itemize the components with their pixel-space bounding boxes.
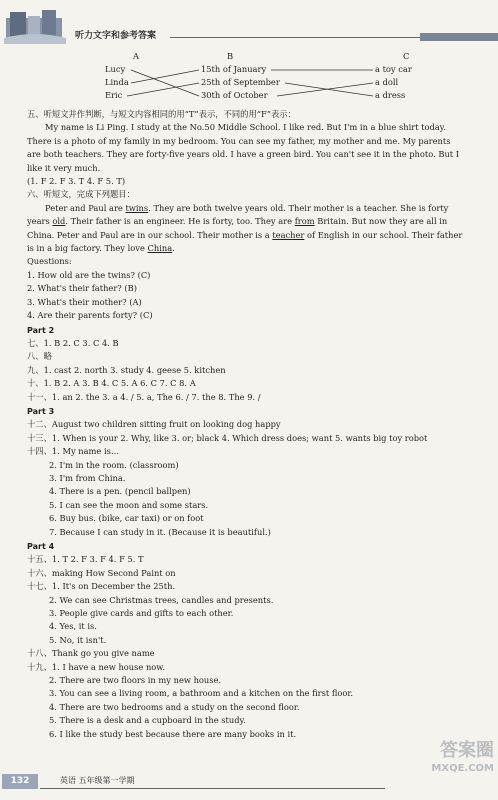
passage-line: is in a big factory. They love China. [27,243,175,254]
answer-subline: 5. I can see the moon and some stars. [49,499,209,510]
matching-exercise [105,50,425,108]
section-5-title: 五、听短文并作判断，与短文内容相同的用“T”表示，不同的用“F”表示： [27,109,296,119]
answer-subline: 5. There is a desk and a cupboard in the study. [49,715,246,726]
answer-line: 十七、1. It's on December the 25th. [27,581,176,592]
match-right-item: a toy car [375,64,412,74]
answer-line: 十三、1. When is your 2. Why, like 3. or; black 4. Which dress does; want 5. wants big toy robot [27,432,428,443]
page-footer [0,770,498,800]
answer-subline: 6. Buy bus. (bike, car taxi) or on foot [49,513,204,524]
part-3-label: Part 3 [27,406,55,416]
answer-subline: 2. There are two floors in my new house. [49,675,222,686]
page-header [0,0,498,48]
question-line: 2. What's their father? (B) [27,283,137,294]
section-6-title: 六、听短文，完成下列题目： [27,189,135,200]
answer-subline: 7. Because I can study in it. (Because it is beautiful.) [49,526,271,537]
match-middle-item: 30th of October [201,90,268,100]
answer-line: (1. F 2. F 3. T 4. F 5. T) [27,176,126,187]
match-left-item: Linda [105,77,129,87]
answer-subline: 6. I like the study best because there are many books in it. [49,728,297,739]
answer-line: 九、1. cast 2. north 3. study 4. geese 5. kitchen [27,364,226,375]
question-line: 3. What's their mother? (A) [27,296,142,307]
answer-line: 八、略 [27,351,52,362]
answer-line: 十八、Thank go you give name [27,648,155,659]
book-logo-icon [4,8,66,44]
part-4-label: Part 4 [27,542,55,551]
watermark-url: MXQE.COM [431,763,494,774]
passage-line: years old. Their father is an engineer. He is forty, too. They are from Britain. But now they are all in [27,216,448,227]
passage-line: like it very much. [27,162,101,173]
answer-subline: 3. I'm from China. [49,472,126,483]
answer-subline: 4. There are two bedrooms and a study on the second floor. [49,701,300,712]
part-2-label: Part 2 [27,325,55,335]
answer-line: 十九、1. I have a new house now. [27,661,166,672]
answer-line: 七、1. B 2. C 3. C 4. B [27,337,119,348]
match-right-item: a dress [375,90,406,100]
answer-subline: 2. We can see Christmas trees, candles and presents. [49,594,274,605]
footer-rule [195,788,385,789]
match-right-item: a doll [375,77,399,87]
answer-subline: 4. There is a pen. (pencil ballpen) [49,486,191,497]
passage-line: There is a photo of my family in my bedroom. You can see my father, my mother and me. My parents [27,135,451,146]
answer-line: 十一、1. an 2. the 3. a 4. / 5. a, The 6. / 7. the 8. The 9. / [27,391,261,402]
col-c-header: C [403,51,410,61]
col-a-header: A [133,51,139,61]
questions-label: Questions: [27,256,72,267]
watermark-text: 答案圈 [440,740,494,761]
question-line: 1. How old are the twins? (C) [27,269,151,280]
answer-subline: 4. Yes, it is. [49,621,97,632]
match-middle-item: 25th of September [201,77,280,87]
footer-rule [40,788,200,789]
match-left-item: Lucy [105,64,126,74]
answer-subline: 5. No, it isn't. [49,634,107,645]
match-middle-item: 15th of January [201,64,267,74]
question-line: 4. Are their parents forty? (C) [27,310,153,321]
passage-line: China. Peter and Paul are in our school. Their mother is a teacher of English in our school. Their father [27,229,463,240]
matching-lines [105,50,425,108]
page-number: 132 [2,774,38,789]
answer-line: 十六、making How Second Paint on [27,567,176,578]
passage-line: are both teachers. They are forty-five years old. I have a green bird. You can't see it in the photo. But I [27,149,460,160]
passage-line: Peter and Paul are twins. They are both twelve years old. Their mother is a teacher. She is forty [45,202,449,213]
header-bar [420,33,498,41]
answer-subline: 2. I'm in the room. (classroom) [49,459,179,470]
match-left-item: Eric [105,90,123,100]
answer-line: 十五、1. T 2. F 3. F 4. F 5. T [27,554,144,565]
col-b-header: B [227,51,234,61]
answer-subline: 3. People give cards and gifts to each other. [49,608,234,619]
answer-line: 十二、August two children sitting fruit on looking dog happy [27,419,281,430]
footer-title: 英语 五年级第一学期 [60,776,135,785]
answer-page [27,50,482,741]
answer-line: 十四、1. My name is… [27,446,120,457]
answer-subline: 3. You can see a living room, a bathroom and a kitchen on the first floor. [49,688,354,699]
passage-line: My name is Li Ping. I study at the No.50 Middle School. I like red. But I'm in a blue shirt today. [45,122,446,133]
answer-line: 十、1. B 2. A 3. B 4. C 5. A 6. C 7. C 8. A [27,378,196,389]
header-title: 听力文字和参考答案 [75,31,157,41]
